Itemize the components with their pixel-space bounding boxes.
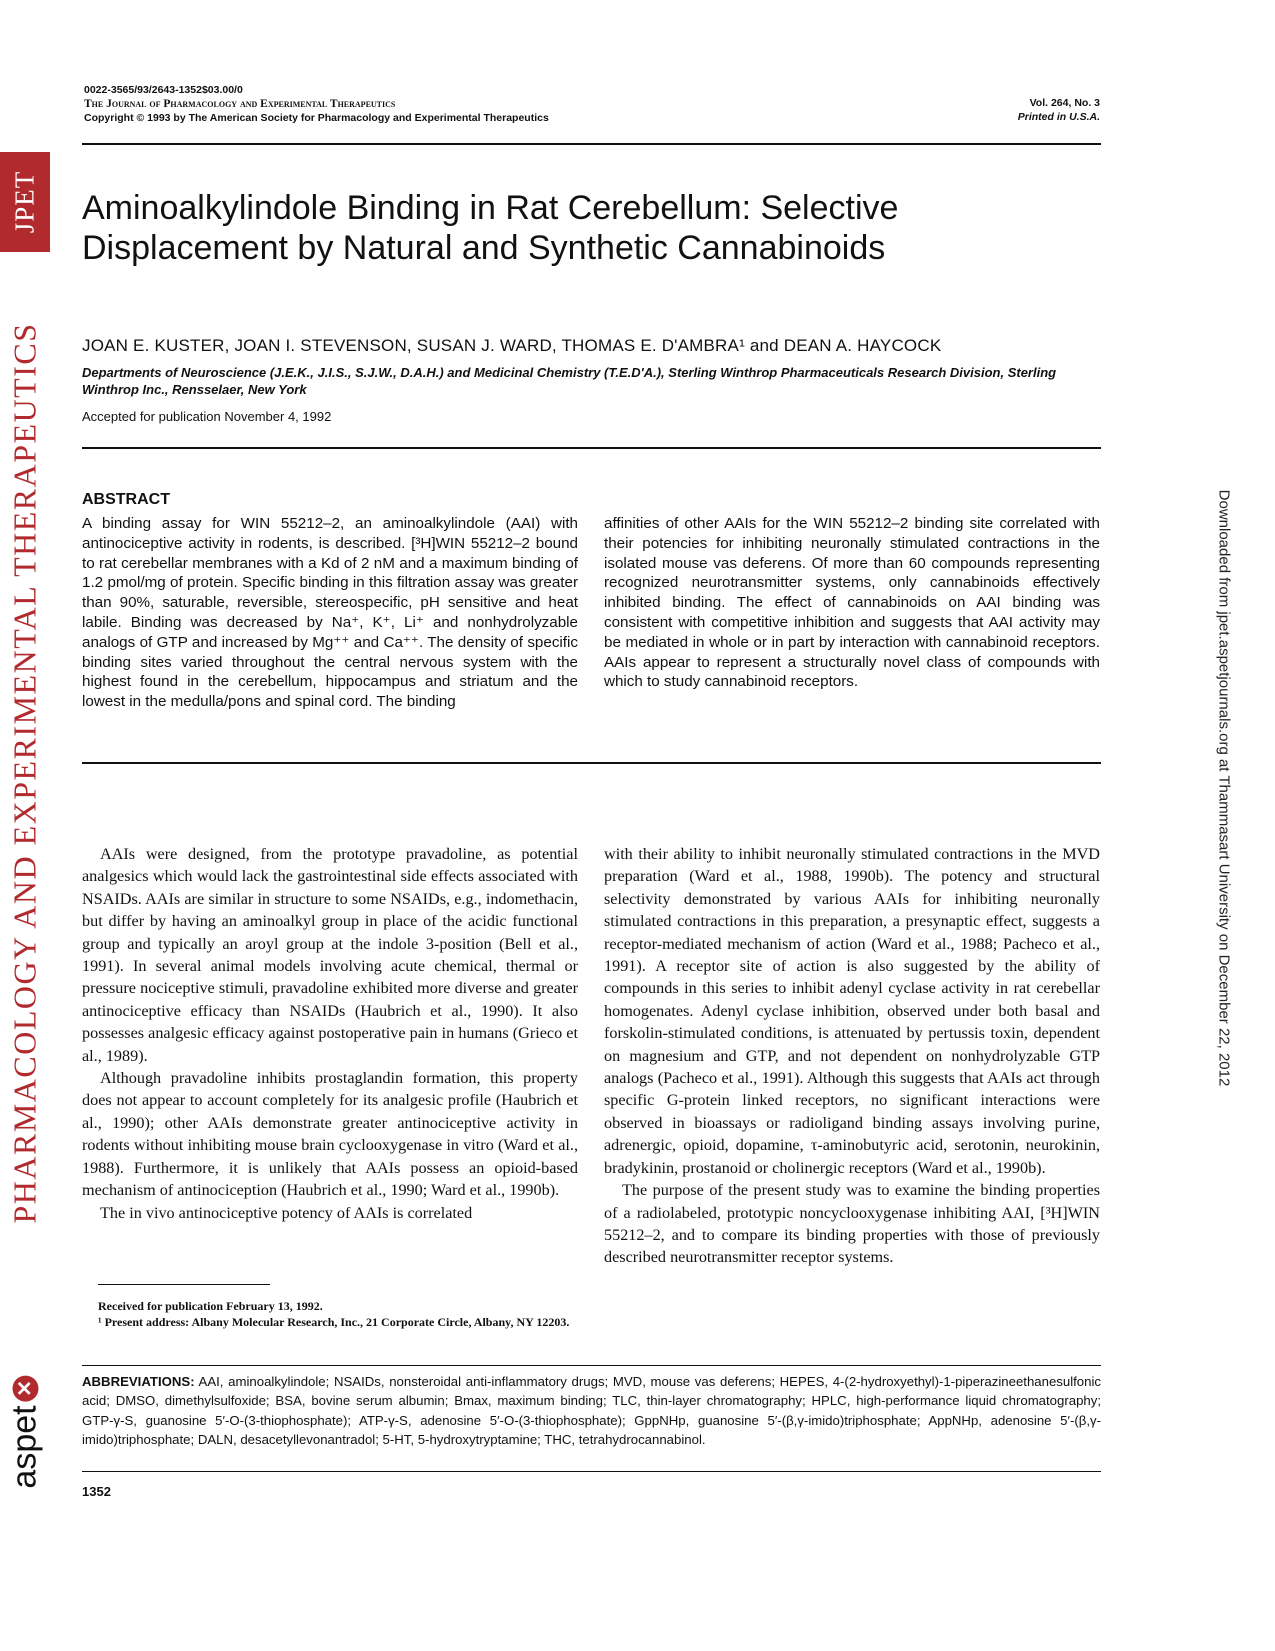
copyright-line: Copyright © 1993 by The American Society for Pharmacology and Experimental Therapeutics: [84, 112, 549, 124]
affiliation: Departments of Neuroscience (J.E.K., J.I.S., S.J.W., D.A.H.) and Medicinal Chemistry (T.E.D'A.), Sterling Winthrop Pharmaceuticals Research Division, Sterling Winthrop Inc., Rensselaer, New York: [82, 365, 1057, 397]
volume-info: [1018, 96, 1100, 124]
accepted-date: Accepted for publication November 4, 1992: [82, 409, 332, 424]
footnotes: [82, 1299, 578, 1330]
abstract-right-column: affinities of other AAIs for the WIN 55212–2 binding site correlated with their potencies for inhibiting neuronally stimulated contractions in the isolated mouse vas deferens. Of more than 60 compounds representing recognized neurotransmitter systems, only cannabinoids effectively inhibited binding. The effect of cannabinoids on AAI binding was consistent with competitive inhibition and suggests that AAI activity may be mediated in whole or in part by interaction with cannabinoid receptors. AAIs appear to represent a structurally novel class of compounds with which to study cannabinoid receptors.: [604, 515, 1100, 691]
journal-header: [84, 83, 549, 125]
printed-in: Printed in U.S.A.: [1017, 111, 1100, 123]
page-number: 1352: [82, 1484, 111, 1499]
jpet-spine-badge: [0, 152, 50, 252]
author-list: JOAN E. KUSTER, JOAN I. STEVENSON, SUSAN J. WARD, THOMAS E. D'AMBRA¹ and DEAN A. HAYCOCK: [82, 336, 942, 355]
body-paragraph: AAIs were designed, from the prototype pravadoline, as potential analgesics which would lack the gastrointestinal side effects associated with NSAIDs. AAIs are similar in structure to some NSAIDs, e.g., indomethacin, but differ by having an aminoalkyl group in place of the acidic functional group and typically an aroyl group at the indole 3-position (Bell et al., 1991). In several animal models involving acute chemical, thermal or pressure nociceptive stimuli, pravadoline exhibited more diverse and greater antinociceptive efficacy than NSAIDs (Haubrich et al., 1990). It also possesses analgesic efficacy against postoperative pain in humans (Grieco et al., 1989).: [82, 845, 578, 1065]
abbrev-bottom-rule: [82, 1471, 1101, 1472]
header-rule: [82, 143, 1101, 145]
address-footnote: ¹ Present address: Albany Molecular Research, Inc., 21 Corporate Circle, Albany, NY 12203.: [98, 1314, 570, 1329]
abbreviations: [82, 1372, 1101, 1450]
abbrev-top-rule: [82, 1365, 1101, 1366]
body-left-column: [82, 843, 578, 1224]
journal-name: The Journal of Pharmacology and Experimental Therapeutics: [84, 98, 396, 110]
article-title: Aminoalkylindole Binding in Rat Cerebellum: Selective Displacement by Natural and Synthetic Cannabinoids: [82, 189, 899, 267]
body-paragraph: The in vivo antinociceptive potency of AAIs is correlated: [100, 1203, 473, 1222]
jpet-spine-text: JPET: [9, 170, 40, 234]
abstract-left-column: A binding assay for WIN 55212–2, an aminoalkylindole (AAI) with antinociceptive activity in rodents, is described. [³H]WIN 55212–2 bound to rat cerebellar membranes with a Kd of 2 nM and a maximum binding of 1.2 pmol/mg of protein. Specific binding in this filtration assay was greater than 90%, saturable, reversible, stereospecific, pH sensitive and heat labile. Binding was decreased by Na⁺, K⁺, Li⁺ and nonhydrolyzable analogs of GTP and increased by Mg⁺⁺ and Ca⁺⁺. The density of specific binding sites varied throughout the central nervous system with the highest found in the cerebellum, hippocampus and striatum and the lowest in the medulla/pons and spinal cord. The binding: [82, 515, 578, 711]
footnote-rule: [98, 1284, 270, 1285]
abstract-top-rule: [82, 447, 1101, 449]
volume-number: Vol. 264, No. 3: [1029, 97, 1100, 109]
abbreviations-text: AAI, aminoalkylindole; NSAIDs, nonsteroidal anti-inflammatory drugs; MVD, mouse vas deferens; HEPES, 4-(2-hydroxyethyl)-1-piperazineethanesulfonic acid; DMSO, dimethylsulfoxide; BSA, bovine serum albumin; Bmax, maximum binding; TLC, thin-layer chromatography; HPLC, high-performance liquid chromatography; GTP-γ-S, guanosine 5′-O-(3-thiophosphate); ATP-γ-S, adenosine 5′-O-(3-thiophosphate); GppNHp, guanosine 5′-(β,γ-imido)triphosphate; AppNHp, adenosine 5′-(β,γ-imido)triphosphate; DALN, desacetyllevonantradol; 5-HT, 5-hydroxytryptamine; THC, tetrahydrocannabinol.: [82, 1374, 1101, 1448]
aspet-logo-text: aspet: [5, 1405, 44, 1489]
abstract-bottom-rule: [82, 762, 1101, 764]
aspet-logo: [6, 1375, 45, 1488]
download-watermark: Downloaded from jpet.aspetjournals.org at Thammasart University on December 22, 2012: [1215, 489, 1233, 1087]
body-paragraph: Although pravadoline inhibits prostaglandin formation, this property does not appear to account completely for its analgesic profile (Haubrich et al., 1990); other AAIs demonstrate greater antinociceptive activity in rodents without inhibiting mouse brain cyclooxygenase in vitro (Ward et al., 1988). Furthermore, it is unlikely that AAIs possess an opioid-based mechanism of antinociception (Haubrich et al., 1990; Ward et al., 1990b).: [82, 1069, 578, 1200]
journal-spine-title: PHARMACOLOGY AND EXPERIMENTAL THERAPEUTICS: [6, 322, 43, 1224]
abstract-heading: ABSTRACT: [82, 491, 170, 508]
body-paragraph: with their ability to inhibit neuronally stimulated contractions in the MVD preparation (Ward et al., 1988, 1990b). The potency and structural selectivity demonstrated by various AAIs for inhibiting neuronally stimulated contractions in this preparation, a presynaptic effect, suggests a receptor-mediated mechanism of action (Ward et al., 1988; Pacheco et al., 1991). A receptor site of action is also suggested by the ability of compounds in this series to inhibit adenyl cyclase activity in rat cerebellar homogenates. Adenyl cyclase inhibition, observed under both basal and forskolin-stimulated conditions, is attenuated by pertussis toxin, dependent on magnesium and GTP, and not dependent on nonhydrolyzable GTP analogs (Pacheco et al., 1991). Although this suggests that AAIs act through specific G-protein linked receptors, no significant interactions were observed in bioassays or radioligand binding assays involving purine, adrenergic, opioid, dopamine, τ-aminobutyric acid, serotonin, neurokinin, bradykinin, prostanoid or cholinergic receptors (Ward et al., 1990b).: [604, 845, 1100, 1177]
abbreviations-label: ABBREVIATIONS:: [82, 1374, 195, 1389]
body-paragraph: The purpose of the present study was to examine the binding properties of a radiolabeled, prototypic noncyclooxygenase inhibiting AAI, [³H]WIN 55212–2, and to compare its binding properties with those of previously described neurotransmitter receptor systems.: [604, 1181, 1100, 1267]
x-molecule-icon: ✕: [12, 1375, 38, 1401]
received-footnote: Received for publication February 13, 1992.: [98, 1299, 323, 1313]
issn-code: 0022-3565/93/2643-1352$03.00/0: [84, 84, 243, 96]
body-right-column: [604, 843, 1100, 1269]
